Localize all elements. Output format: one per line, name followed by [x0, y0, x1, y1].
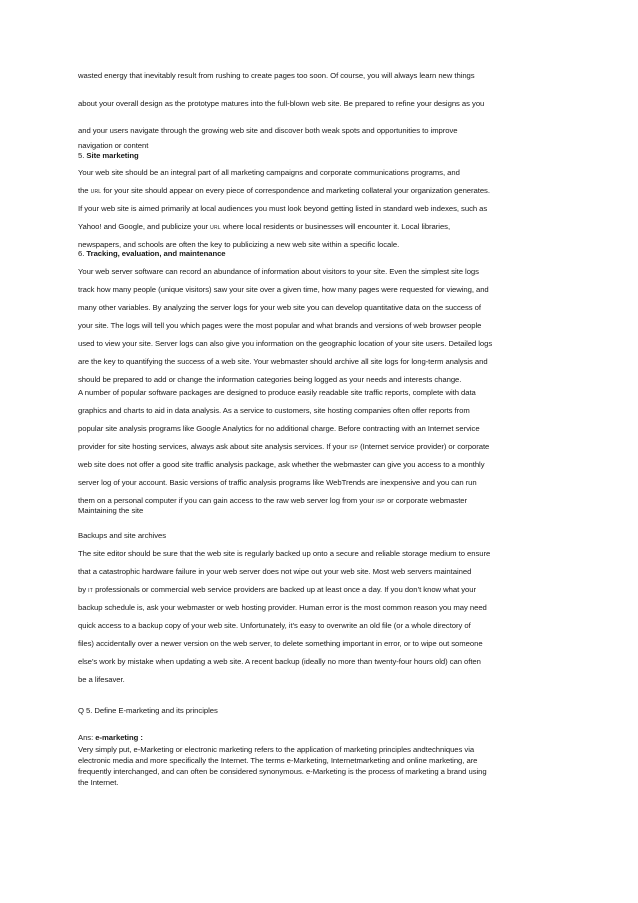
text-line: popular site analysis programs like Google Analytics for no additional charge. Before contracting with an Internet service — [78, 424, 480, 433]
text-line: If your web site is aimed primarily at local audiences you must look beyond getting listed in standard web indexes, such as — [78, 204, 488, 213]
answer-heading — [78, 733, 143, 742]
subheading-backups: Backups and site archives — [78, 531, 167, 540]
answer-label: Ans: — [78, 733, 94, 742]
text-line: your site. The logs will tell you which pages were the most popular and what brands and versions of web browser people — [78, 321, 482, 330]
text-line: about your overall design as the prototype matures into the full-blown web site. Be prepared to refine your designs as you — [78, 99, 485, 108]
text-line: backup schedule is, ask your webmaster or web hosting provider. Human error is the most common reason you may need — [78, 603, 487, 612]
text-line: Yahoo! and Google, and publicize your URL where local residents or businesses will encounter it. Local libraries, — [78, 222, 451, 231]
section-title: Site marketing — [86, 151, 139, 160]
text-line: are the key to quantifying the success of a web site. Your webmaster should archive all site logs for long-term analysis and — [78, 357, 488, 366]
section-number: 6. — [78, 249, 85, 258]
text-line: The site editor should be sure that the web site is regularly backed up onto a secure and reliable storage medium to ensure — [78, 549, 491, 558]
text-line: provider for site hosting services, always ask about site analysis services. If your ISP (Internet service provider) or corporate — [78, 442, 490, 451]
text-line: newspapers, and schools are often the key to publicizing a new web site within a specific locale. — [78, 240, 400, 249]
text-line: graphics and charts to aid in data analysis. As a service to customers, site hosting companies often offer reports from — [78, 406, 470, 415]
text-line: the Internet. — [78, 778, 119, 787]
url-abbr: URL — [90, 189, 102, 195]
isp-abbr: ISP — [376, 499, 385, 505]
url-abbr: URL — [210, 225, 221, 231]
text-line: Very simply put, e-Marketing or electronic marketing refers to the application of marketing principles andtechniques via — [78, 745, 475, 754]
text-line: web site does not offer a good site traffic analysis package, ask whether the webmaster can give you access to a monthly — [78, 460, 485, 469]
text-line: that a catastrophic hardware failure in your web server does not wipe out your web site. Most web servers maintained — [78, 567, 472, 576]
text-line: wasted energy that inevitably result from rushing to create pages too soon. Of course, you will always learn new things — [78, 71, 475, 80]
section-heading-site-marketing — [78, 151, 139, 160]
text-line: the URL for your site should appear on every piece of correspondence and marketing collateral your organization generates. — [78, 186, 490, 195]
text-line: A number of popular software packages are designed to produce easily readable site traffic reports, complete with data — [78, 388, 476, 397]
it-abbr: IT — [88, 588, 93, 594]
section-title: Tracking, evaluation, and maintenance — [86, 249, 226, 258]
text-line: by IT professionals or commercial web service providers are backed up at least once a day. If you don’t know what your — [78, 585, 477, 594]
text-line: quick access to a backup copy of your web site. Unfortunately, it’s easy to overwrite an old file (or a whole directory of — [78, 621, 471, 630]
text-line: should be prepared to add or change the information categories being logged as your needs and interests change. — [78, 375, 462, 384]
question-heading: Q 5. Define E-marketing and its principles — [78, 706, 218, 715]
text-line: server log of your account. Basic versions of traffic analysis programs like WebTrends are inexpensive and you can run — [78, 478, 477, 487]
isp-abbr: ISP — [349, 445, 359, 451]
text-line: be a lifesaver. — [78, 675, 125, 684]
text-line: many other variables. By analyzing the server logs for your web site you can develop quantitative data on the success of — [78, 303, 481, 312]
text-line: and your users navigate through the growing web site and discover both weak spots and opportunities to improve — [78, 126, 458, 135]
text-line: them on a personal computer if you can gain access to the raw web server log from your ISP or corporate webmaster — [78, 496, 468, 505]
answer-term: e-marketing : — [95, 733, 143, 742]
text-line: electronic media and more specifically the Internet. The terms e-Marketing, Internetmarketing and online marketing, are — [78, 756, 478, 765]
text-line: else’s work by mistake when updating a web site. A recent backup (ideally no more than twenty-four hours old) can often — [78, 657, 481, 666]
section-number: 5. — [78, 151, 85, 160]
text-line: Your web server software can record an abundance of information about visitors to your site. Even the simplest site logs — [78, 267, 479, 276]
text-line: track how many people (unique visitors) saw your site over a given time, how many pages were requested for viewing, and — [78, 285, 489, 294]
section-heading-tracking — [78, 249, 226, 258]
text-line: files) accidentally over a newer version on the web server, to delete something important in error, or to wipe out someone — [78, 639, 483, 648]
document-page — [78, 0, 570, 903]
text-line: frequently interchanged, and can often be considered synonymous. e-Marketing is the process of marketing a brand using — [78, 767, 487, 776]
text-line: Your web site should be an integral part of all marketing campaigns and corporate communications programs, and — [78, 168, 460, 177]
text-line: used to view your site. Server logs can also give you information on the geographic location of your site users. Detailed logs — [78, 339, 493, 348]
text-line: Maintaining the site — [78, 506, 144, 515]
text-line: navigation or content — [78, 141, 149, 150]
